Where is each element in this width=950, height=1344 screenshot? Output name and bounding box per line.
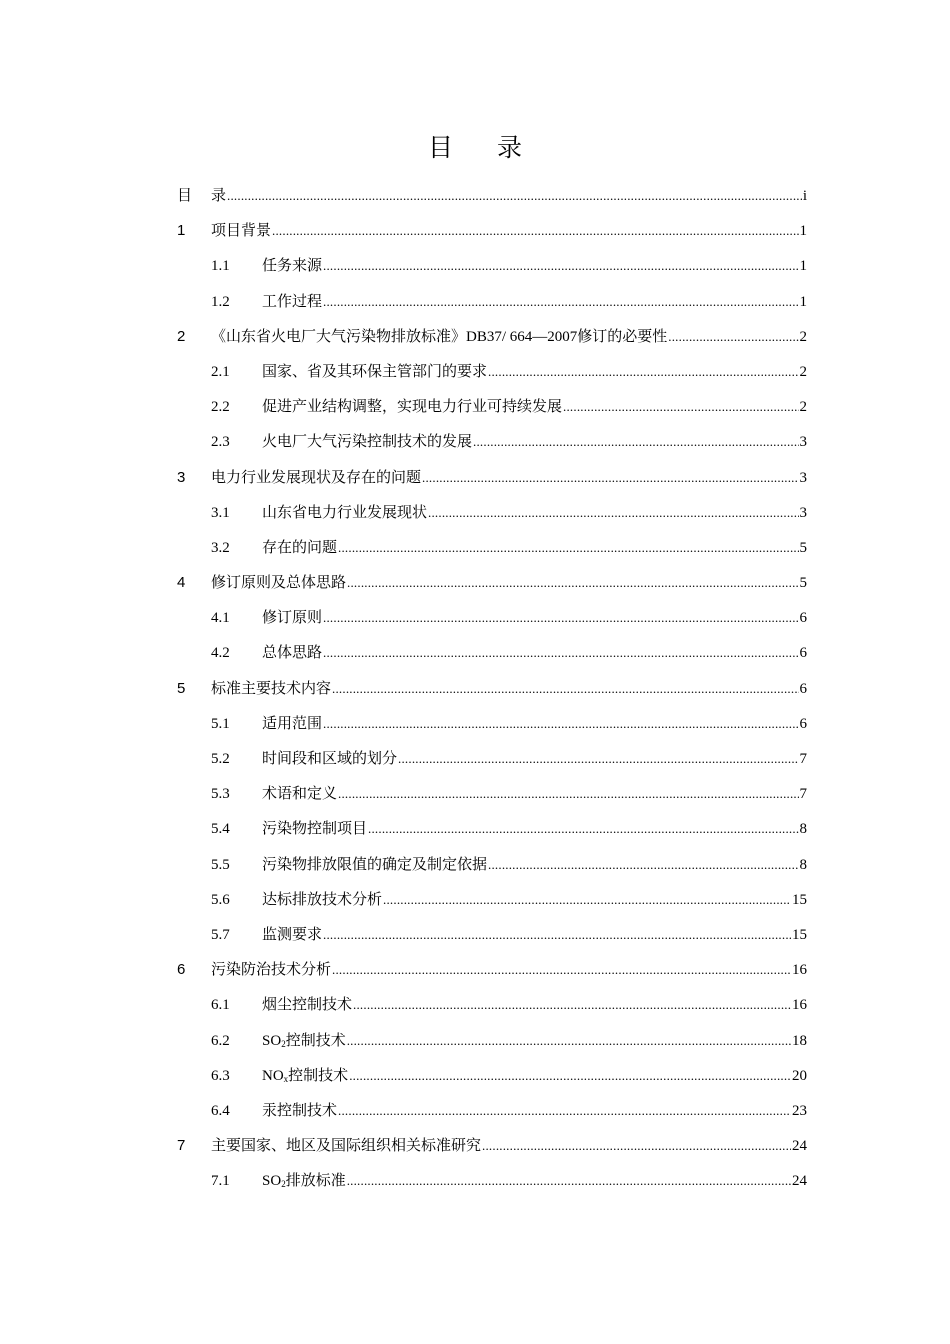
toc-dot-leader (323, 600, 798, 635)
toc-entry-page: 3 (799, 434, 807, 451)
toc-entry-label: 烟尘控制技术 (262, 997, 353, 1014)
toc-entry-number: 6.4 (211, 1102, 230, 1119)
toc-entry[interactable] (177, 248, 807, 283)
toc-entry-label (262, 1024, 346, 1060)
toc-entry-page: 5 (799, 575, 807, 592)
toc-entry-label: 任务来源 (262, 258, 323, 275)
toc-entry-label: 总体思路 (262, 645, 323, 662)
toc-entry-number: 5 (177, 679, 186, 697)
toc-dot-leader (422, 460, 798, 495)
toc-entry-page: 24 (792, 1173, 807, 1190)
toc-entry[interactable] (177, 424, 807, 459)
toc-entry-label-part: 控制技术 (285, 1032, 346, 1049)
toc-dot-leader (347, 1163, 791, 1198)
toc-entry-page: 24 (792, 1138, 807, 1155)
toc-entry-label: 录 (211, 188, 227, 204)
toc-dot-leader (338, 776, 798, 811)
toc-dot-leader (323, 284, 798, 319)
toc-entry[interactable] (177, 952, 807, 987)
toc-entry[interactable] (177, 882, 807, 917)
toc-entry[interactable] (177, 847, 807, 882)
toc-entry-page: 3 (799, 469, 807, 486)
toc-entry-number: 2 (177, 327, 186, 345)
toc-entry-page: i (802, 188, 807, 204)
toc-entry-label: 标准主要技术内容 (211, 680, 332, 697)
table-of-contents (177, 178, 807, 1198)
toc-entry-page: 1 (799, 293, 807, 310)
toc-entry-label: 达标排放技术分析 (262, 891, 383, 908)
toc-entry-page: 16 (792, 962, 807, 979)
toc-entry-number: 4.1 (211, 610, 230, 627)
toc-entry-page: 2 (799, 363, 807, 380)
toc-entry-label: 污染物排放限值的确定及制定依据 (262, 856, 488, 873)
toc-dot-leader (332, 671, 798, 706)
toc-entry-number: 7.1 (211, 1173, 230, 1190)
toc-dot-leader (323, 706, 798, 741)
toc-dot-leader (488, 847, 798, 882)
toc-entry[interactable] (177, 635, 807, 670)
toc-entry-number: 3.2 (211, 539, 230, 556)
toc-entry[interactable] (177, 530, 807, 565)
toc-entry-label-part: NO (262, 1067, 284, 1084)
toc-entry-label-subscript: 2 (281, 1179, 286, 1190)
toc-entry-label-part: 控制技术 (288, 1067, 349, 1084)
toc-dot-leader (563, 389, 798, 424)
toc-entry-label: 修订原则 (262, 610, 323, 627)
toc-entry-number: 目 (177, 187, 193, 204)
toc-entry[interactable] (177, 671, 807, 706)
toc-entry-page: 5 (799, 539, 807, 556)
toc-entry-page: 23 (792, 1102, 807, 1119)
toc-entry-page: 20 (792, 1067, 807, 1084)
page-title: 目 录 (428, 133, 540, 162)
toc-entry-number: 4.2 (211, 645, 230, 662)
toc-entry-number: 6.1 (211, 997, 230, 1014)
toc-entry-number: 5.5 (211, 856, 230, 873)
toc-entry[interactable] (177, 706, 807, 741)
toc-entry-number: 6.2 (211, 1032, 230, 1049)
toc-entry[interactable] (177, 1128, 807, 1163)
toc-entry-page: 6 (799, 610, 807, 627)
toc-entry-label: 电力行业发展现状及存在的问题 (211, 469, 422, 486)
toc-entry-label: 火电厂大气污染控制技术的发展 (262, 434, 473, 451)
toc-dot-leader (398, 741, 798, 776)
toc-dot-leader (482, 1128, 791, 1163)
toc-dot-leader (323, 917, 791, 952)
toc-dot-leader (227, 178, 802, 213)
toc-entry-label: 时间段和区域的划分 (262, 751, 398, 767)
toc-entry-label: 污染防治技术分析 (211, 962, 332, 979)
toc-dot-leader (473, 424, 798, 459)
toc-entry[interactable] (177, 389, 807, 424)
toc-dot-leader (332, 952, 791, 987)
toc-entry[interactable] (177, 776, 807, 811)
toc-entry-label: 《山东省火电厂大气污染物排放标准》DB37/ 664—2007修订的必要性 (211, 328, 668, 345)
toc-entry-number: 1 (177, 222, 186, 240)
toc-dot-leader (347, 565, 798, 600)
toc-entry-number: 5.6 (211, 891, 230, 908)
toc-entry-label-part: 排放标准 (285, 1173, 346, 1190)
toc-entry-page: 8 (799, 821, 807, 838)
toc-entry-number: 5.7 (211, 926, 230, 943)
toc-entry-number: 4 (177, 574, 186, 592)
toc-dot-leader (338, 530, 798, 565)
toc-entry[interactable] (177, 987, 807, 1022)
toc-dot-leader (272, 213, 798, 248)
toc-dot-leader (338, 1093, 791, 1128)
toc-entry-number: 1.1 (211, 258, 230, 275)
toc-dot-leader (353, 987, 791, 1022)
toc-dot-leader (428, 495, 798, 530)
toc-entry-page: 18 (792, 1032, 807, 1049)
toc-entry-label-part: SO (262, 1173, 282, 1190)
toc-entry-label: 主要国家、地区及国际组织相关标准研究 (211, 1138, 482, 1155)
toc-entry-number: 6 (177, 961, 186, 979)
toc-entry-number: 2.3 (211, 434, 230, 451)
toc-entry-number: 5.2 (211, 751, 230, 767)
toc-entry-number: 2.1 (211, 363, 230, 380)
toc-entry[interactable] (177, 565, 807, 600)
toc-entry-label: 工作过程 (262, 293, 323, 310)
toc-entry-page: 6 (799, 715, 807, 732)
toc-entry-label: 存在的问题 (262, 539, 338, 556)
toc-entry-page: 7 (799, 786, 807, 803)
toc-entry-page: 7 (799, 751, 807, 767)
toc-entry[interactable] (177, 1163, 807, 1198)
toc-entry-page: 6 (799, 680, 807, 697)
toc-entry-page: 6 (799, 645, 807, 662)
toc-dot-leader (323, 635, 798, 670)
toc-entry-label: 监测要求 (262, 926, 323, 943)
toc-entry-page: 2 (799, 399, 807, 416)
toc-entry[interactable] (177, 178, 807, 213)
toc-entry-number: 6.3 (211, 1067, 230, 1084)
toc-entry[interactable] (177, 1093, 807, 1128)
toc-entry[interactable] (177, 1058, 807, 1093)
toc-entry-number: 3.1 (211, 504, 230, 521)
toc-dot-leader (323, 248, 798, 283)
toc-entry-number: 7 (177, 1137, 186, 1155)
toc-entry-label: 国家、省及其环保主管部门的要求 (262, 363, 488, 380)
toc-entry-label: 污染物控制项目 (262, 821, 368, 838)
toc-entry[interactable] (177, 741, 807, 776)
toc-entry-page: 15 (792, 926, 807, 943)
toc-entry[interactable] (177, 495, 807, 530)
toc-entry[interactable] (177, 354, 807, 389)
toc-dot-leader (488, 354, 798, 389)
toc-entry-number: 2.2 (211, 399, 230, 416)
toc-entry-label: 项目背景 (211, 223, 272, 240)
toc-entry-page: 2 (799, 328, 807, 345)
toc-entry-label (262, 1164, 346, 1200)
toc-entry[interactable] (177, 319, 807, 354)
toc-entry-page: 16 (792, 997, 807, 1014)
toc-entry-page: 15 (792, 891, 807, 908)
toc-entry[interactable] (177, 460, 807, 495)
toc-entry-label: 山东省电力行业发展现状 (262, 504, 428, 521)
toc-entry-label-subscript: 2 (281, 1038, 286, 1049)
toc-entry-page: 1 (799, 223, 807, 240)
toc-entry-label: 汞控制技术 (262, 1102, 338, 1119)
toc-dot-leader (668, 319, 798, 354)
toc-entry-number: 5.3 (211, 786, 230, 803)
toc-entry[interactable] (177, 917, 807, 952)
toc-entry-label: 术语和定义 (262, 786, 338, 803)
toc-dot-leader (349, 1058, 791, 1093)
toc-entry-page: 1 (799, 258, 807, 275)
toc-entry-label: 适用范围 (262, 715, 323, 732)
toc-entry-page: 8 (799, 856, 807, 873)
toc-entry[interactable] (177, 811, 807, 846)
toc-entry[interactable] (177, 284, 807, 319)
toc-entry-label-part: SO (262, 1032, 282, 1049)
toc-entry-label-subscript: x (283, 1073, 289, 1084)
toc-entry-label: 修订原则及总体思路 (211, 575, 347, 592)
toc-dot-leader (368, 811, 798, 846)
toc-entry[interactable] (177, 1023, 807, 1058)
toc-entry-number: 5.4 (211, 821, 230, 838)
toc-entry-number: 1.2 (211, 293, 230, 310)
toc-entry-label: 促进产业结构调整，实现电力行业可持续发展 (262, 399, 563, 416)
toc-entry-label (262, 1059, 348, 1095)
toc-entry[interactable] (177, 213, 807, 248)
toc-entry-number: 5.1 (211, 715, 230, 732)
toc-dot-leader (347, 1023, 791, 1058)
toc-entry-page: 3 (799, 504, 807, 521)
toc-dot-leader (383, 882, 791, 917)
toc-entry[interactable] (177, 600, 807, 635)
toc-entry-number: 3 (177, 468, 186, 486)
